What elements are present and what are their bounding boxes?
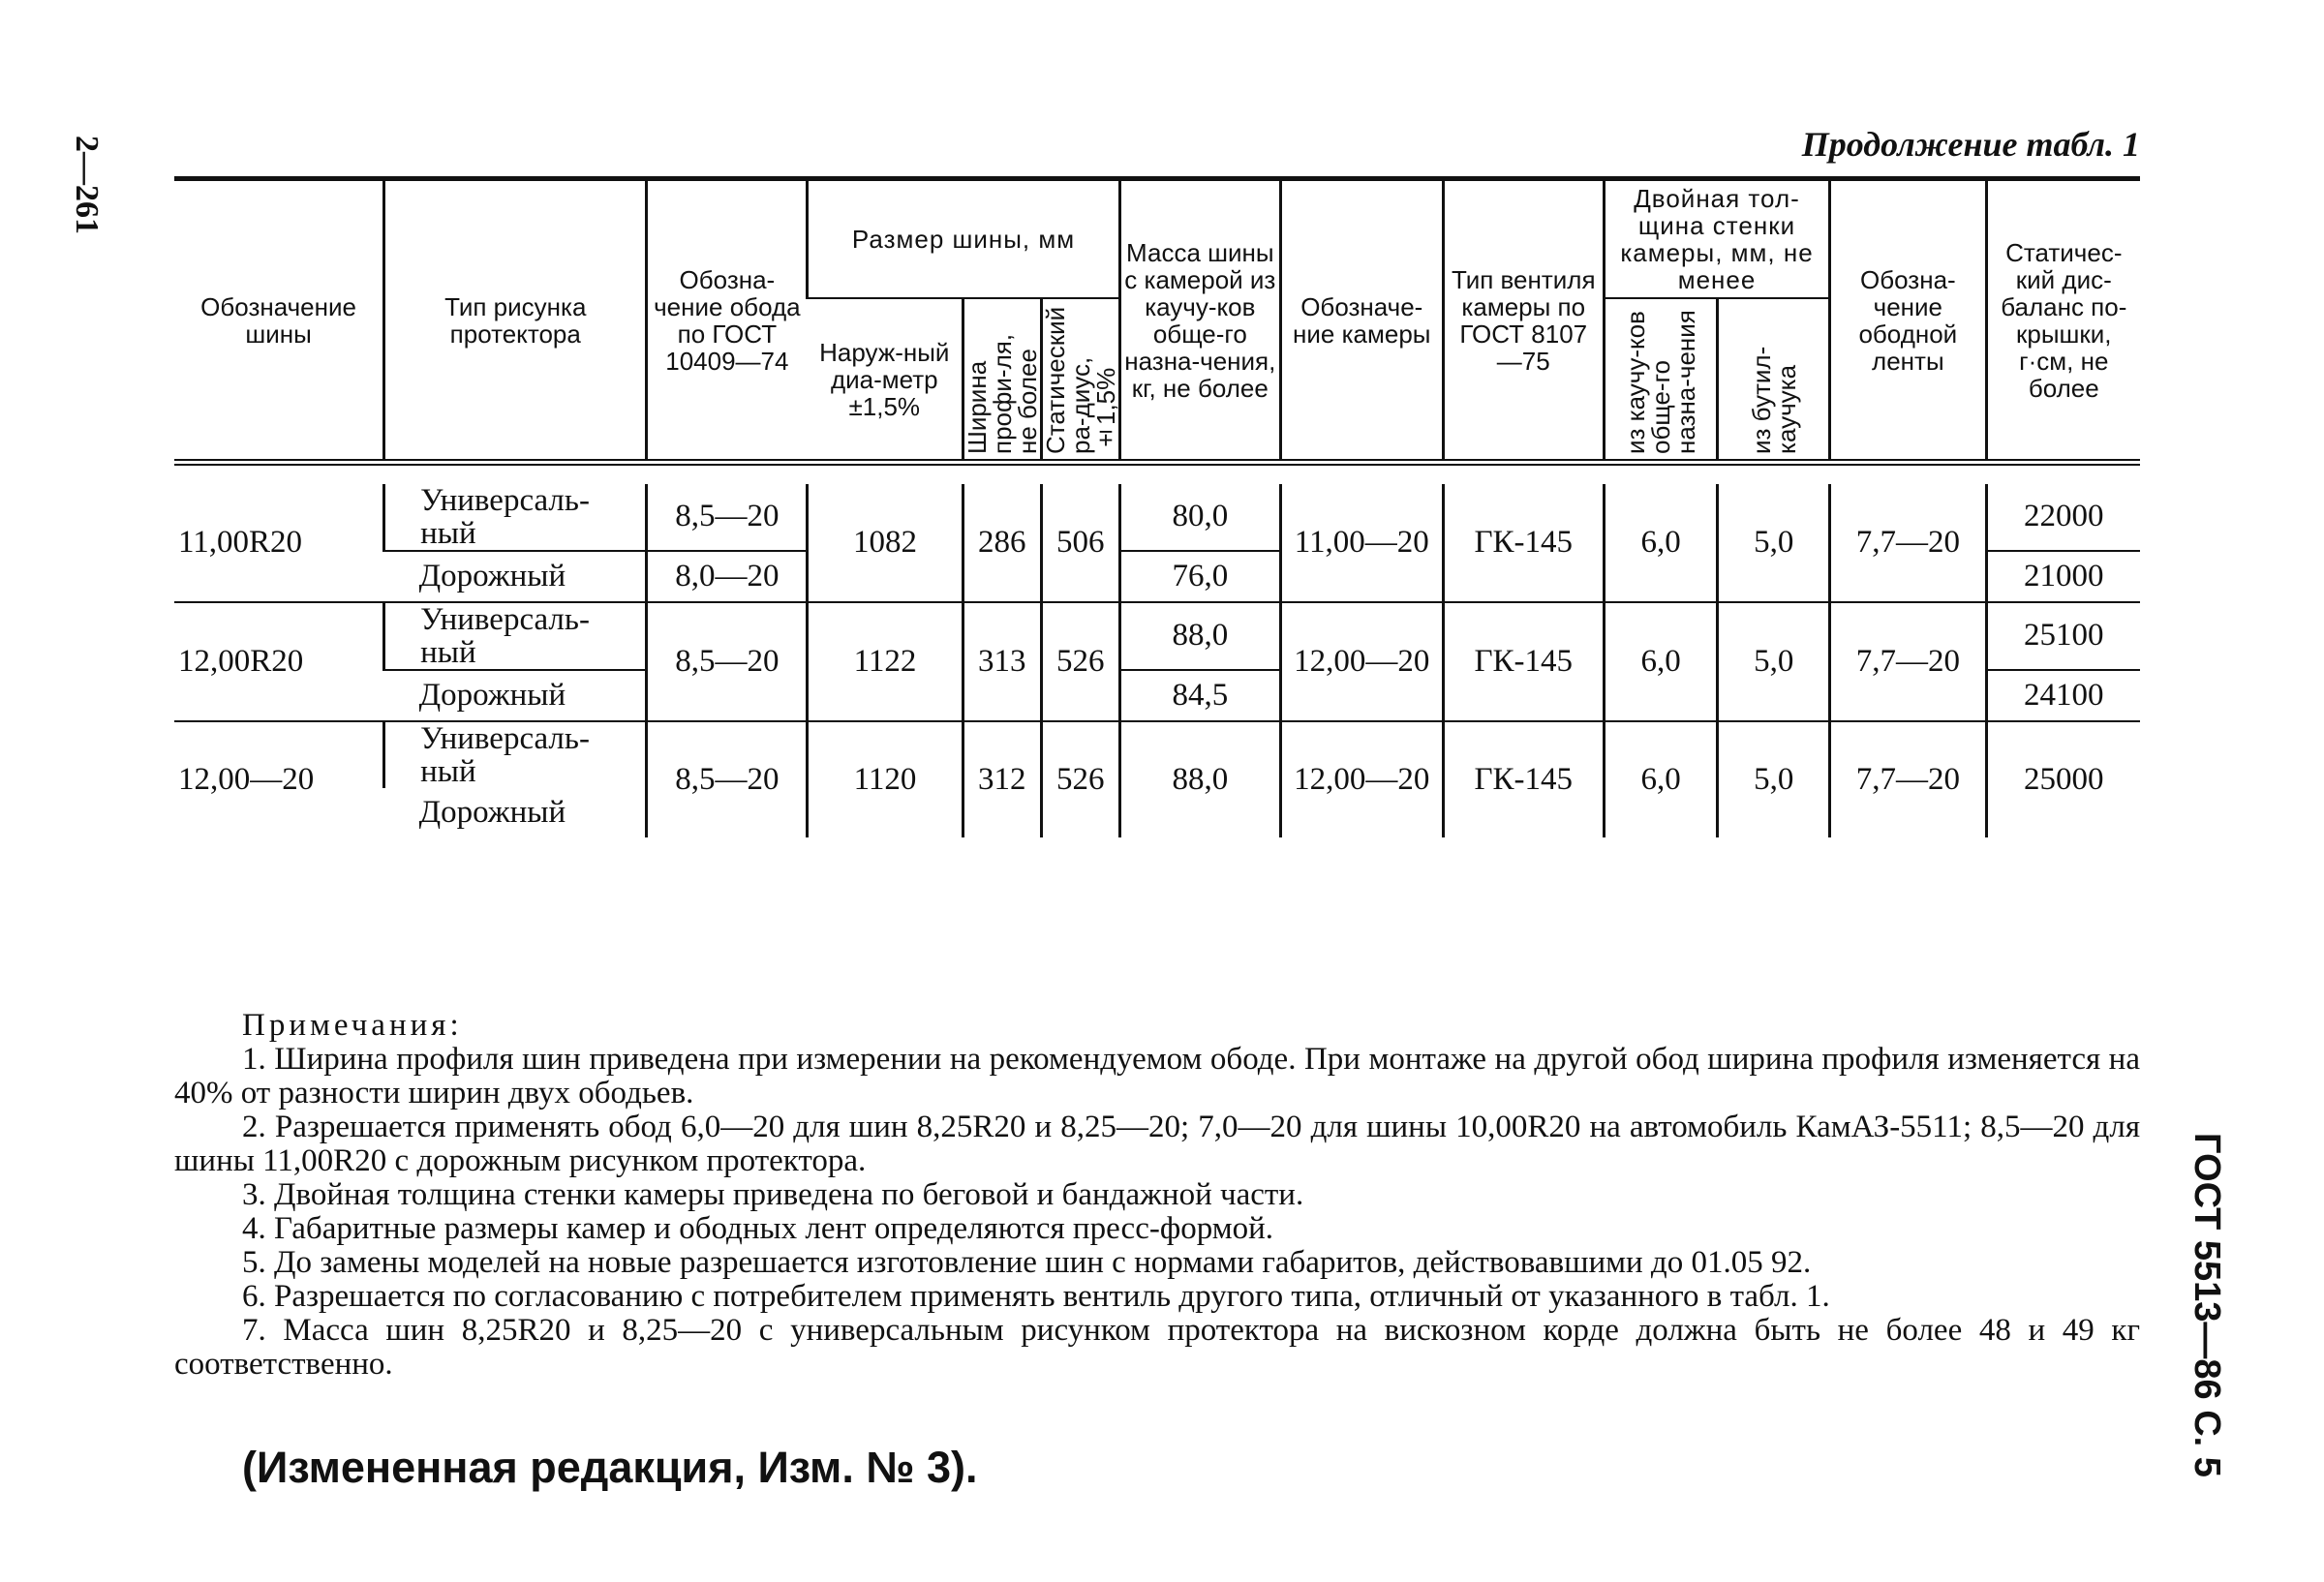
header-wall-butyl-rubber-text: из бутил-каучука xyxy=(1746,346,1801,454)
cell-valve: ГК-145 xyxy=(1443,484,1604,602)
header-static-radius xyxy=(1041,298,1119,463)
header-wall-general-rubber-text: из каучу-ков обще-го назна-чения xyxy=(1621,310,1701,454)
cell-wall-butyl: 5,0 xyxy=(1718,721,1830,837)
cell-tread-type: Универсаль-ный xyxy=(384,721,647,788)
cell-imbalance: 21000 xyxy=(1986,551,2140,602)
header-rim-designation: Обозна-чение обода по ГОСТ 10409—74 xyxy=(647,179,808,463)
header-tire-designation: Обозначение шины xyxy=(174,179,384,463)
cell-outer-diameter: 1122 xyxy=(808,602,963,721)
cell-tire-designation: 12,00R20 xyxy=(174,602,384,721)
cell-static-radius: 526 xyxy=(1041,602,1119,721)
header-wall-butyl-rubber xyxy=(1718,298,1830,463)
header-tube-designation: Обозначе-ние камеры xyxy=(1280,179,1443,463)
cell-wall-butyl: 5,0 xyxy=(1718,602,1830,721)
header-static-radius-text: Статический ра-диус, ±1,5% xyxy=(1040,306,1120,454)
header-wall-general-rubber xyxy=(1604,298,1717,463)
cell-tire-mass: 88,0 xyxy=(1119,721,1280,837)
cell-valve: ГК-145 xyxy=(1443,721,1604,837)
cell-flap: 7,7—20 xyxy=(1830,721,1986,837)
cell-rim: 8,5—20 xyxy=(647,602,808,721)
cell-tread-type: Дорожный xyxy=(418,795,566,830)
cell-tread-type: Дорожный xyxy=(384,670,647,721)
header-valve-type: Тип вентиля камеры по ГОСТ 8107—75 xyxy=(1443,179,1604,463)
tire-spec-table xyxy=(174,176,2140,837)
note-item: 3. Двойная толщина стенки камеры приведена по беговой и бандажной части. xyxy=(242,1177,1304,1212)
table-spacer-row xyxy=(174,463,2140,484)
cell-rim: 8,5—20 xyxy=(647,484,808,551)
table-continuation-caption: Продолжение табл. 1 xyxy=(1801,125,2140,164)
cell-static-radius: 526 xyxy=(1041,721,1119,837)
notes-section xyxy=(174,1009,2140,1382)
header-profile-width-text: Ширина профи-ля, не более xyxy=(962,333,1042,454)
cell-tire-designation: 11,00R20 xyxy=(174,484,384,602)
header-profile-width xyxy=(963,298,1041,463)
cell-imbalance: 25000 xyxy=(1986,721,2140,837)
cell-tread-type: Универсаль-ный xyxy=(384,484,647,551)
cell-rim: 8,5—20 xyxy=(647,721,808,837)
header-tire-mass: Масса шины с камерой из каучу-ков обще-го назна-чения, кг, не более xyxy=(1119,179,1280,463)
cell-flap: 7,7—20 xyxy=(1830,484,1986,602)
cell-outer-diameter: 1120 xyxy=(808,721,963,837)
note-item: 1. Ширина профиля шин приведена при измерении на рекомендуемом ободе. При монтаже на другой обод ширина профиля изменяется на 40% от разности ширин двух ободьев. xyxy=(174,1042,2140,1110)
header-static-imbalance: Статичес-кий дис-баланс по-крышки, г·см, не более xyxy=(1986,179,2140,463)
note-item: 2. Разрешается применять обод 6,0—20 для шин 8,25R20 и 8,25—20; 7,0—20 для шины 10,00R20 на автомобиль КамАЗ-5511; 8,5—20 для шины 11,00R20 с дорожным рисунком протектора. xyxy=(174,1110,2140,1178)
cell-profile-width: 312 xyxy=(963,721,1041,837)
table-body xyxy=(174,463,2140,837)
table-header xyxy=(174,179,2140,463)
amendment-note: (Измененная редакция, Изм. № 3). xyxy=(242,1443,978,1492)
cell-valve: ГК-145 xyxy=(1443,602,1604,721)
header-wall-thickness-group: Двойная тол-щина стенки камеры, мм, не менее xyxy=(1604,179,1829,299)
tire-spec-table-container xyxy=(174,176,2140,837)
cell-wall-general: 6,0 xyxy=(1604,721,1717,837)
cell-tread-type: Дорожный xyxy=(384,551,647,602)
cell-tire-mass: 80,0 xyxy=(1119,484,1280,551)
header-tire-size-group: Размер шины, мм xyxy=(808,179,1119,299)
cell-tire-mass: 84,5 xyxy=(1119,670,1280,721)
cell-tread-type: Универсаль-ный xyxy=(384,602,647,670)
cell-wall-general: 6,0 xyxy=(1604,484,1717,602)
cell-wall-general: 6,0 xyxy=(1604,602,1717,721)
cell-tire-mass: 88,0 xyxy=(1119,602,1280,670)
header-outer-diameter: Наруж-ный диа-метр ±1,5% xyxy=(808,298,963,463)
cell-imbalance: 22000 xyxy=(1986,484,2140,551)
cell-wall-butyl: 5,0 xyxy=(1718,484,1830,602)
cell-flap: 7,7—20 xyxy=(1830,602,1986,721)
header-tread-type: Тип рисунка протектора xyxy=(384,179,647,463)
cell-tire-mass: 76,0 xyxy=(1119,551,1280,602)
note-item: 5. До замены моделей на новые разрешается изготовление шин с нормами габаритов, действовавшими до 01.05 92. xyxy=(242,1245,1812,1280)
cell-tube: 12,00—20 xyxy=(1280,721,1443,837)
header-flap-designation: Обозна-чение ободной ленты xyxy=(1830,179,1986,463)
cell-rim: 8,0—20 xyxy=(647,551,808,602)
cell-outer-diameter: 1082 xyxy=(808,484,963,602)
cell-tire-designation: 12,00—20 xyxy=(178,761,315,797)
cell-profile-width: 286 xyxy=(963,484,1041,602)
cell-imbalance: 24100 xyxy=(1986,670,2140,721)
note-item: 7. Масса шин 8,25R20 и 8,25—20 с универсальным рисунком протектора на вискозном корде должна быть не более 48 и 49 кг соответственно. xyxy=(174,1313,2140,1382)
cell-profile-width: 313 xyxy=(963,602,1041,721)
note-item: 4. Габаритные размеры камер и ободных лент определяются пресс-формой. xyxy=(242,1211,1274,1246)
notes-title: Примечания: xyxy=(242,1008,463,1043)
page-number-left: 2—261 xyxy=(69,136,105,234)
cell-static-radius: 506 xyxy=(1041,484,1119,602)
standard-page-label: ГОСТ 5513—86 С. 5 xyxy=(2186,1133,2227,1477)
note-item: 6. Разрешается по согласованию с потребителем применять вентиль другого типа, отличный от указанного в табл. 1. xyxy=(242,1279,1830,1314)
cell-tube: 11,00—20 xyxy=(1280,484,1443,602)
cell-tube: 12,00—20 xyxy=(1280,602,1443,721)
cell-imbalance: 25100 xyxy=(1986,602,2140,670)
